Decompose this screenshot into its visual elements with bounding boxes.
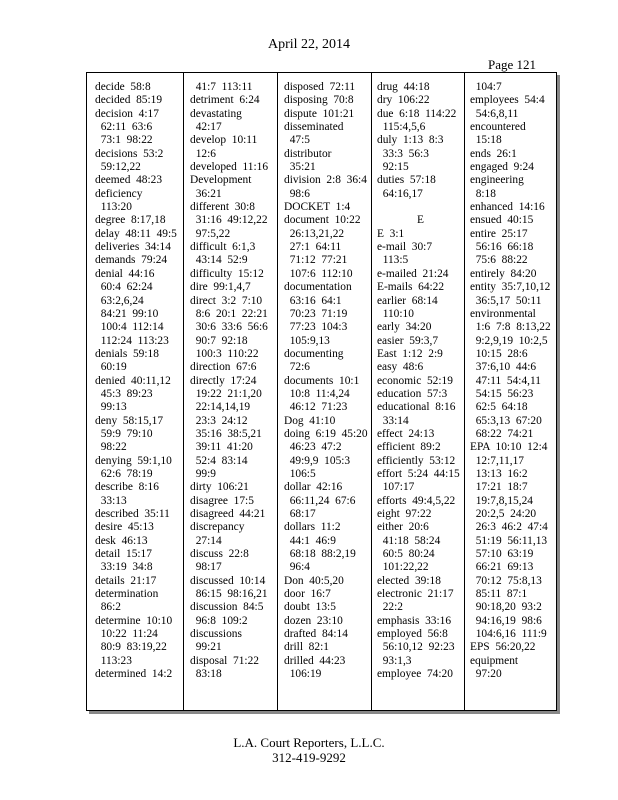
index-entry: 59:9 79:10	[95, 427, 153, 440]
index-entry: 22:2	[377, 601, 403, 614]
index-entry: decide 58:8	[95, 81, 151, 93]
index-entry: disposal 71:22	[190, 654, 259, 667]
index-entry: 110:10	[377, 307, 414, 320]
index-entry: educational 8:16	[377, 401, 456, 414]
index-entry: disagreed 44:21	[190, 508, 266, 520]
index-entry: employees 54:4	[470, 94, 545, 107]
index-entry: 98:22	[95, 441, 127, 454]
index-entry: 71:12 77:21	[284, 254, 348, 267]
index-entry: disposing 70:8	[284, 94, 354, 107]
index-entry: 43:14 52:9	[190, 254, 248, 267]
index-entry: division 2:8 36:4	[284, 174, 367, 187]
index-entry: 26:13,21,22	[284, 227, 345, 240]
index-entry: easy 48:6	[377, 361, 424, 374]
index-entry: deficiency	[95, 187, 143, 200]
index-entry: drilled 44:23	[284, 654, 346, 667]
index-entry: 60:5 80:24	[377, 548, 435, 561]
index-entry: 41:18 58:24	[377, 534, 441, 547]
index-entry: 68:17	[284, 508, 316, 520]
index-entry: 62:6 78:19	[95, 467, 153, 480]
index-entry: disposed 72:11	[284, 81, 356, 93]
index-entry: 10:22 11:24	[95, 628, 158, 641]
index-entry: 96:4	[284, 561, 310, 574]
index-entry: deemed 48:23	[95, 174, 163, 187]
index-entry: 106:5	[284, 467, 316, 480]
index-entry: 19:22 21:1,20	[190, 387, 262, 400]
index-entry: 47:11 54:4,11	[470, 374, 541, 387]
index-entry: denials 59:18	[95, 347, 159, 360]
footer-phone: 312-419-9292	[272, 750, 346, 765]
index-entry: deny 58:15,17	[95, 414, 164, 427]
index-entry: engaged 9:24	[470, 161, 534, 174]
index-column-1	[87, 73, 183, 710]
index-entry: 113:20	[95, 201, 132, 214]
index-entry: 115:4,5,6	[377, 121, 426, 134]
index-entry: drug 44:18	[377, 81, 430, 93]
index-entry: E	[417, 214, 424, 227]
index-entry: developed 11:16	[190, 161, 269, 174]
index-entry: efforts 49:4,5,22	[377, 494, 456, 507]
index-entry: decisions 53:2	[95, 147, 164, 160]
index-entry: e-mail 30:7	[377, 241, 433, 254]
index-entry: efficient 89:2	[377, 441, 441, 454]
index-entry: entire 25:17	[470, 227, 528, 240]
index-entry: 23:3 24:12	[190, 414, 248, 427]
index-entry: 77:23 104:3	[284, 321, 348, 334]
index-entry: 8:6 20:1 22:21	[190, 307, 268, 320]
index-entry: 12:7,11,17	[470, 454, 524, 467]
index-entry: denying 59:1,10	[95, 454, 172, 467]
index-entry: determination	[95, 588, 159, 601]
index-entry: disseminated	[284, 121, 344, 134]
index-entry: 63:16 64:1	[284, 294, 342, 307]
index-entry: 65:3,13 67:20	[470, 414, 542, 427]
index-entry: 9:2,9,19 10:2,5	[470, 334, 548, 347]
index-entry: 47:5	[284, 134, 310, 147]
index-entry: 46:12 71:23	[284, 401, 348, 414]
index-entry: 100:4 112:14	[95, 321, 164, 334]
index-entry: 75:6 88:22	[470, 254, 528, 267]
index-entry: 27:1 64:11	[284, 241, 342, 254]
index-entry: doubt 13:5	[284, 601, 336, 614]
index-entry: 90:7 92:18	[190, 334, 248, 347]
index-entry: entity 35:7,10,12	[470, 281, 551, 294]
index-entry: 56:16 66:18	[470, 241, 534, 254]
index-entry: 94:16,19 98:6	[470, 614, 542, 627]
index-entry: 26:3 46:2 47:4	[470, 521, 548, 534]
index-entry: disagree 17:5	[190, 494, 254, 507]
index-entry: 99:9	[190, 467, 216, 480]
index-entry: 37:6,10 44:6	[470, 361, 537, 374]
index-entry: 83:18	[190, 668, 222, 681]
index-entry: difficult 6:1,3	[190, 241, 256, 254]
index-entry: e-mailed 21:24	[377, 267, 449, 280]
index-entry: encountered	[470, 121, 526, 134]
index-entry: 46:23 47:2	[284, 441, 342, 454]
index-entry: 41:7 113:11	[190, 81, 253, 93]
index-entry: 98:6	[284, 187, 310, 200]
index-entry: 35:16 38:5,21	[190, 427, 262, 440]
index-entry: E-mails 64:22	[377, 281, 445, 294]
index-entry: different 30:8	[190, 201, 255, 214]
index-entry: 44:1 46:9	[284, 534, 336, 547]
index-entry: decided 85:19	[95, 94, 163, 107]
index-entry: duly 1:13 8:3	[377, 134, 444, 147]
index-entry: 12:6	[190, 147, 216, 160]
index-entry: 45:3 89:23	[95, 387, 153, 400]
index-entry: 59:12,22	[95, 161, 141, 174]
index-entry: Don 40:5,20	[284, 574, 344, 587]
index-frame	[86, 72, 557, 711]
index-entry: 13:13 16:2	[470, 467, 528, 480]
index-entry: effort 5:24 44:15	[377, 467, 460, 480]
index-entry: E 3:1	[377, 227, 405, 240]
index-column-4	[371, 73, 464, 710]
index-entry: demands 79:24	[95, 254, 168, 267]
index-entry: effect 24:13	[377, 427, 435, 440]
index-entry: 72:6	[284, 361, 310, 374]
index-entry: 30:6 33:6 56:6	[190, 321, 268, 334]
index-entry: due 6:18 114:22	[377, 107, 457, 120]
index-entry: 64:16,17	[377, 187, 423, 200]
index-entry: 17:21 18:7	[470, 481, 528, 494]
index-entry: 70:12 75:8,13	[470, 574, 542, 587]
index-entry: education 57:3	[377, 387, 448, 400]
index-entry: 33:14	[377, 414, 409, 427]
index-entry: 60:19	[95, 361, 127, 374]
footer-company: L.A. Court Reporters, L.L.C.	[233, 735, 385, 750]
index-entry: direct 3:2 7:10	[190, 294, 263, 307]
index-entry: 62:11 63:6	[95, 121, 153, 134]
index-entry: eight 97:22	[377, 508, 432, 520]
index-entry: emphasis 33:16	[377, 614, 452, 627]
index-entry: determine 10:10	[95, 614, 173, 627]
index-entry: 39:11 41:20	[190, 441, 253, 454]
index-entry: 93:1,3	[377, 654, 412, 667]
index-entry: dirty 106:21	[190, 481, 249, 494]
index-entry: 68:22 74:21	[470, 427, 534, 440]
index-entry: 92:15	[377, 161, 409, 174]
index-entry: details 21:17	[95, 574, 157, 587]
index-entry: 60:4 62:24	[95, 281, 153, 294]
index-entry: 36:21	[190, 187, 222, 200]
index-entry: door 16:7	[284, 588, 331, 601]
index-entry: 84:21 99:10	[95, 307, 159, 320]
index-entry: 36:5,17 50:11	[470, 294, 542, 307]
index-entry: denied 40:11,12	[95, 374, 171, 387]
index-entry: 85:11 87:1	[470, 588, 528, 601]
index-entry: 101:22,22	[377, 561, 429, 574]
index-entry: difficulty 15:12	[190, 267, 264, 280]
index-entry: 51:19 56:11,13	[470, 534, 548, 547]
index-entry: doing 6:19 45:20	[284, 427, 368, 440]
index-entry: 80:9 83:19,22	[95, 641, 167, 654]
index-entry: described 35:11	[95, 508, 170, 520]
index-entry: 90:18,20 93:2	[470, 601, 542, 614]
index-entry: discussion 84:5	[190, 601, 264, 614]
index-entry: 42:17	[190, 121, 222, 134]
index-entry: 112:24 113:23	[95, 334, 169, 347]
index-entry: engineering	[470, 174, 524, 187]
index-entry: dollars 11:2	[284, 521, 341, 534]
index-entry: 22:14,14,19	[190, 401, 251, 414]
index-entry: early 34:20	[377, 321, 432, 334]
index-entry: enhanced 14:16	[470, 201, 545, 214]
index-entry: 73:1 98:22	[95, 134, 153, 147]
index-entry: elected 39:18	[377, 574, 441, 587]
index-entry: detail 15:17	[95, 548, 152, 561]
index-entry: 52:4 83:14	[190, 454, 248, 467]
index-entry: 113:23	[95, 654, 132, 667]
index-entry: employed 56:8	[377, 628, 448, 641]
index-entry: drafted 84:14	[284, 628, 348, 641]
index-entry: 10:15 28:6	[470, 347, 528, 360]
index-entry: 49:9,9 105:3	[284, 454, 351, 467]
index-entry: 106:19	[284, 668, 322, 681]
index-entry: entirely 84:20	[470, 267, 537, 280]
index-entry: 66:21 69:13	[470, 561, 534, 574]
index-entry: dispute 101:21	[284, 107, 355, 120]
index-entry: EPA 10:10 12:4	[470, 441, 548, 454]
index-entry: develop 10:11	[190, 134, 258, 147]
index-entry: directly 17:24	[190, 374, 257, 387]
index-entry: discuss 22:8	[190, 548, 249, 561]
index-entry	[377, 201, 464, 214]
index-entry: delay 48:11 49:5	[95, 227, 177, 240]
index-entry: electronic 21:17	[377, 588, 454, 601]
index-entry: 33:3 56:3	[377, 147, 429, 160]
index-entry: 86:15 98:16,21	[190, 588, 268, 601]
index-entry: degree 8:17,18	[95, 214, 166, 227]
index-entry: distributor	[284, 147, 332, 160]
index-entry: 104:6,16 111:9	[470, 628, 547, 641]
index-entry: 54:15 56:23	[470, 387, 534, 400]
index-entry: 33:19 34:8	[95, 561, 153, 574]
index-entry: easier 59:3,7	[377, 334, 439, 347]
index-entry: ends 26:1	[470, 147, 517, 160]
index-entry: 104:7	[470, 81, 502, 93]
index-entry: 66:11,24 67:6	[284, 494, 356, 507]
index-entry: dire 99:1,4,7	[190, 281, 251, 294]
index-entry: dozen 23:10	[284, 614, 343, 627]
index-entry: documentation	[284, 281, 352, 294]
page-number: Page 121	[488, 57, 537, 72]
index-entry: documenting	[284, 347, 344, 360]
index-entry: environmental	[470, 307, 536, 320]
index-entry: 1:6 7:8 8:13,22	[470, 321, 551, 334]
index-entry: economic 52:19	[377, 374, 453, 387]
index-entry: 100:3 110:22	[190, 347, 259, 360]
index-entry: Development	[190, 174, 252, 187]
index-entry: 99:13	[95, 401, 127, 414]
page-date: April 22, 2014	[267, 37, 351, 52]
index-entry: 105:9,13	[284, 334, 330, 347]
index-entry: document 10:22	[284, 214, 361, 227]
index-entry: direction 67:6	[190, 361, 257, 374]
index-entry: 63:2,6,24	[95, 294, 144, 307]
index-entry: discrepancy	[190, 521, 245, 534]
index-entry: 97:5,22	[190, 227, 231, 240]
index-entry: documents 10:1	[284, 374, 360, 387]
index-entry: 99:21	[190, 641, 222, 654]
index-entry: devastating	[190, 107, 242, 120]
index-entry: 70:23 71:19	[284, 307, 348, 320]
index-entry: desire 45:13	[95, 521, 154, 534]
index-entry: 8:18	[470, 187, 496, 200]
index-entry: 62:5 64:18	[470, 401, 528, 414]
index-entry: 68:18 88:2,19	[284, 548, 356, 561]
index-entry: earlier 68:14	[377, 294, 438, 307]
index-entry: East 1:12 2:9	[377, 347, 443, 360]
index-entry: 35:21	[284, 161, 316, 174]
index-entry: detriment 6:24	[190, 94, 260, 107]
index-entry: discussions	[190, 628, 242, 641]
index-entry: 31:16 49:12,22	[190, 214, 268, 227]
index-entry: 113:5	[377, 254, 409, 267]
index-entry: 56:10,12 92:23	[377, 641, 455, 654]
index-entry: equipment	[470, 654, 519, 667]
index-entry: 27:14	[190, 534, 222, 547]
index-entry: employee 74:20	[377, 668, 453, 681]
index-entry: 15:18	[470, 134, 502, 147]
index-entry: deliveries 34:14	[95, 241, 171, 254]
index-entry: ensued 40:15	[470, 214, 534, 227]
index-entry: dry 106:22	[377, 94, 430, 107]
index-column-3	[277, 73, 371, 710]
index-entry: EPS 56:20,22	[470, 641, 536, 654]
index-entry: 20:2,5 24:20	[470, 508, 537, 520]
index-entry: 54:6,8,11	[470, 107, 519, 120]
index-entry: 96:8 109:2	[190, 614, 248, 627]
index-entry: 19:7,8,15,24	[470, 494, 533, 507]
index-entry: 33:13	[95, 494, 127, 507]
index-entry: either 20:6	[377, 521, 429, 534]
index-entry: 107:17	[377, 481, 415, 494]
index-entry: Dog 41:10	[284, 414, 336, 427]
index-entry: desk 46:13	[95, 534, 148, 547]
index-entry: duties 57:18	[377, 174, 436, 187]
index-entry: 97:20	[470, 668, 502, 681]
index-entry: denial 44:16	[95, 267, 155, 280]
index-entry: discussed 10:14	[190, 574, 266, 587]
index-entry: 10:8 11:4,24	[284, 387, 350, 400]
index-entry: describe 8:16	[95, 481, 159, 494]
index-entry: 57:10 63:19	[470, 548, 534, 561]
index-entry: 98:17	[190, 561, 222, 574]
index-entry: dollar 42:16	[284, 481, 343, 494]
index-column-2	[183, 73, 277, 710]
index-entry: determined 14:2	[95, 668, 173, 681]
index-entry: DOCKET 1:4	[284, 201, 351, 214]
index-entry: 86:2	[95, 601, 121, 614]
index-entry: efficiently 53:12	[377, 454, 456, 467]
index-entry: 107:6 112:10	[284, 267, 353, 280]
index-entry: decision 4:17	[95, 107, 159, 120]
index-entry: drill 82:1	[284, 641, 329, 654]
index-column-5	[464, 73, 556, 710]
